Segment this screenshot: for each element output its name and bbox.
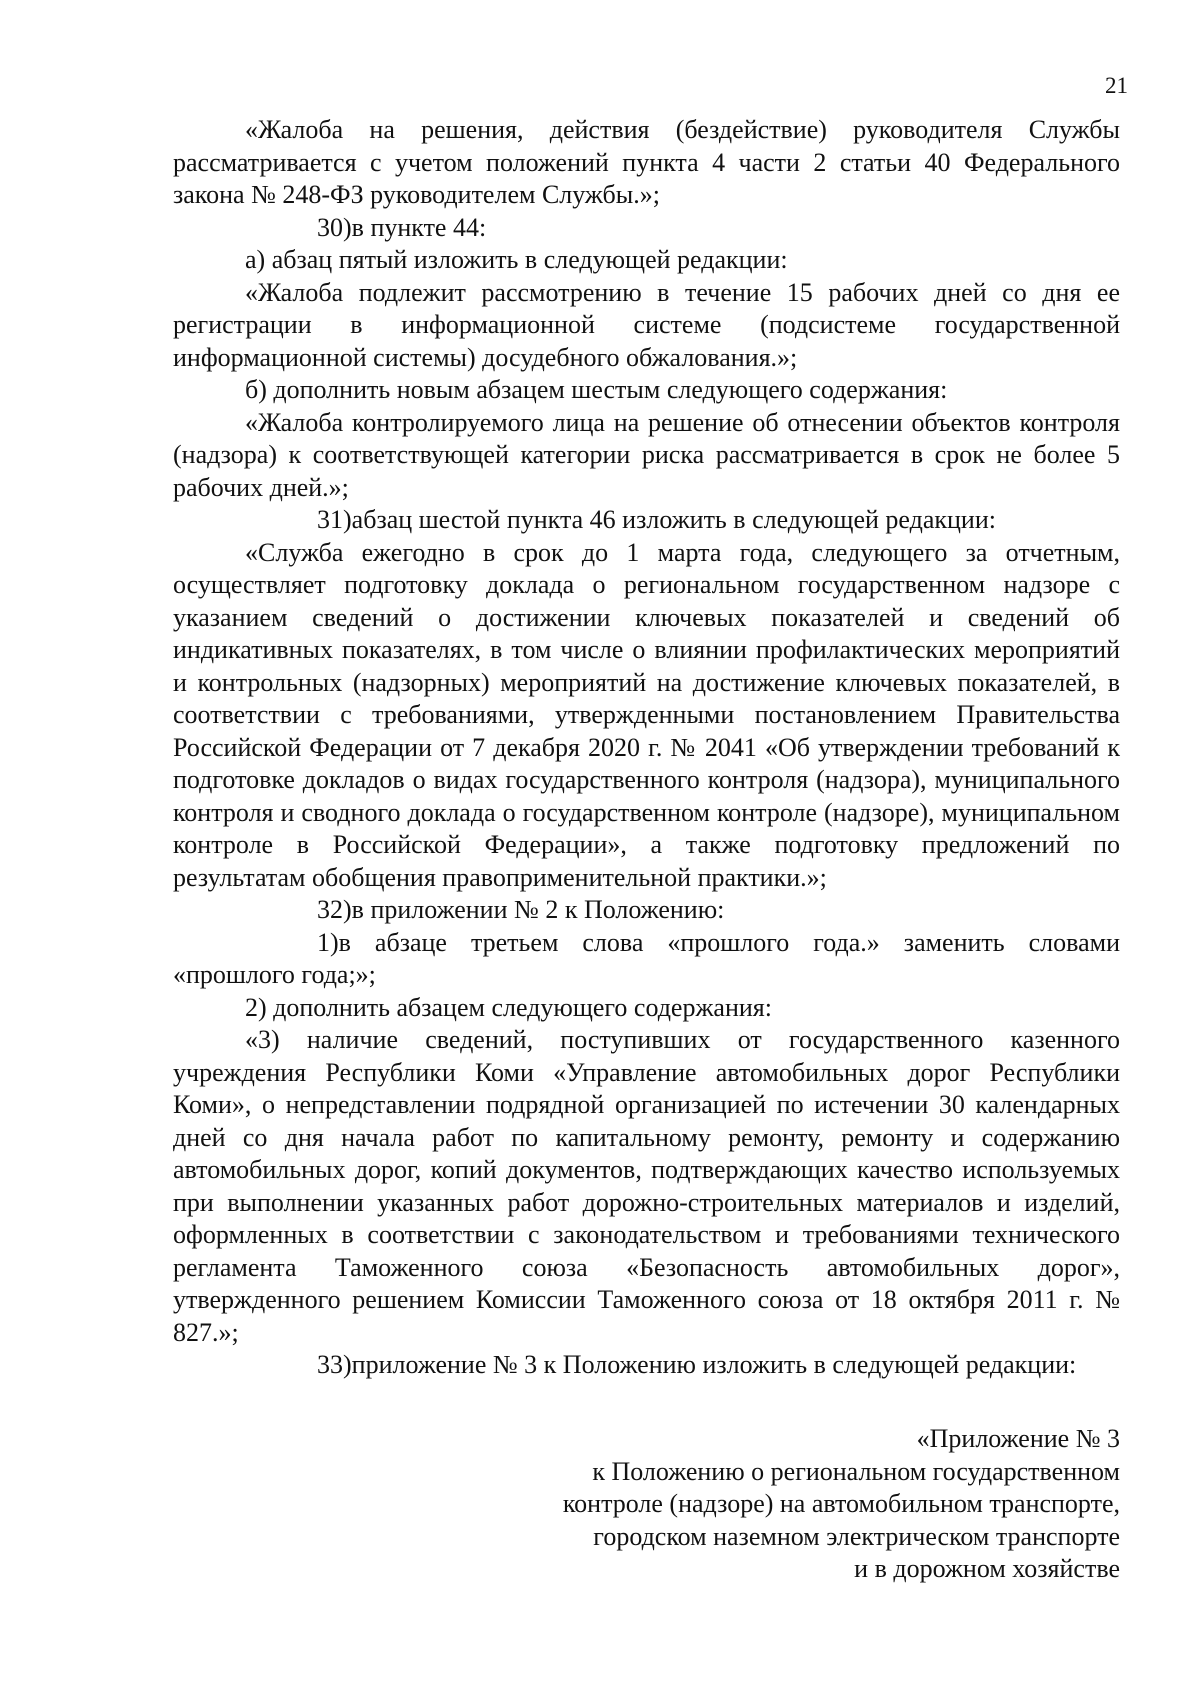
item-number-33: 33)	[317, 1350, 352, 1379]
appendix-line-3: контроле (надзоре) на автомобильном транспорте,	[562, 1489, 1120, 1518]
paragraph-item-32	[173, 894, 1120, 927]
page-number: 21	[1105, 73, 1128, 98]
paragraph-road-documents: «3) наличие сведений, поступивших от государственного казенного учреждения Республики Коми «Управление автомобильных дорог Республики Коми», о непредставлении подрядной организацией по истечении 30 календарных дней со дня начала работ по капитальному ремонту, ремонту и содержанию автомобильных дорог, копий документов, подтверждающих качество используемых при выполнении указанных работ дорожно-строительных материалов и изделий, оформленных в соответствии с законодательством и требованиями технического регламента Таможенного союза «Безопасность автомобильных дорог», утвержденного решением Комиссии Таможенного союза от 18 октября 2011 г. № 827.»;	[173, 1025, 1120, 1347]
paragraph-complaint-risk-category: «Жалоба контролируемого лица на решение об отнесении объектов контроля (надзора) к соответствующей категории риска рассматривается в срок не более 5 рабочих дней.»;	[173, 407, 1120, 502]
item-text-32: в приложении № 2 к Положению:	[351, 895, 725, 924]
paragraph-item-33	[173, 1349, 1120, 1382]
appendix-line-5: и в дорожном хозяйстве	[854, 1554, 1120, 1583]
appendix-line-4: городском наземном электрическом транспорте	[593, 1521, 1120, 1551]
item-text-30: в пункте 44:	[351, 212, 487, 242]
paragraph-subitem-a: а) абзац пятый изложить в следующей редакции:	[245, 245, 788, 274]
item-text-1: в абзаце третьем слова «прошлого года.» заменить словами «прошлого года;»;	[173, 927, 1120, 989]
item-number-30: 30)	[317, 212, 352, 242]
item-text-33: приложение № 3 к Положению изложить в следующей редакции:	[351, 1350, 1077, 1379]
paragraph-subitem-b: б) дополнить новым абзацем шестым следующего содержания:	[245, 375, 948, 404]
item-number-31: 31)	[317, 505, 352, 534]
paragraph-annual-report: «Служба ежегодно в срок до 1 марта года, следующего за отчетным, осуществляет подготовку доклада о региональном государственном надзоре с указанием сведений о достижении ключевых показателей и сведений об индикативных показателях, в том числе о влиянии профилактических мероприятий и контрольных (надзорных) мероприятий на достижение ключевых показателей, в соответствии с требованиями, утвержденными постановлением Правительства Российской Федерации от 7 декабря 2020 г. № 2041 «Об утверждении требований к подготовке докладов о видах государственного контроля (надзора), муниципального контроля и сводного доклада о государственном контроле (надзоре), муниципальном контроле в Российской Федерации», а также подготовку предложений по результатам обобщения правоприменительной практики.»;	[173, 537, 1120, 892]
appendix-line-2: к Положению о региональном государственном	[592, 1456, 1120, 1486]
item-text-31: абзац шестой пункта 46 изложить в следующей редакции:	[351, 505, 996, 534]
appendix-title: «Приложение № 3	[916, 1424, 1120, 1453]
paragraph-item-30	[173, 212, 1120, 245]
document-body	[173, 114, 1120, 1382]
paragraph-complaint-15-days: «Жалоба подлежит рассмотрению в течение 15 рабочих дней со дня ее регистрации в информационной системе (подсистеме государственной информационной системы) досудебного обжалования.»;	[173, 277, 1120, 372]
paragraph-subitem-1	[173, 927, 1120, 992]
paragraph-subitem-2: 2) дополнить абзацем следующего содержания:	[245, 992, 772, 1022]
item-number-1: 1)	[317, 927, 339, 957]
paragraph-complaint-head: «Жалоба на решения, действия (бездействие) руководителя Службы рассматривается с учетом положений пункта 4 части 2 статьи 40 Федерального закона № 248-ФЗ руководителем Службы.»;	[173, 115, 1120, 209]
appendix-header	[173, 1423, 1120, 1586]
paragraph-item-31	[173, 504, 1120, 537]
item-number-32: 32)	[317, 895, 352, 924]
